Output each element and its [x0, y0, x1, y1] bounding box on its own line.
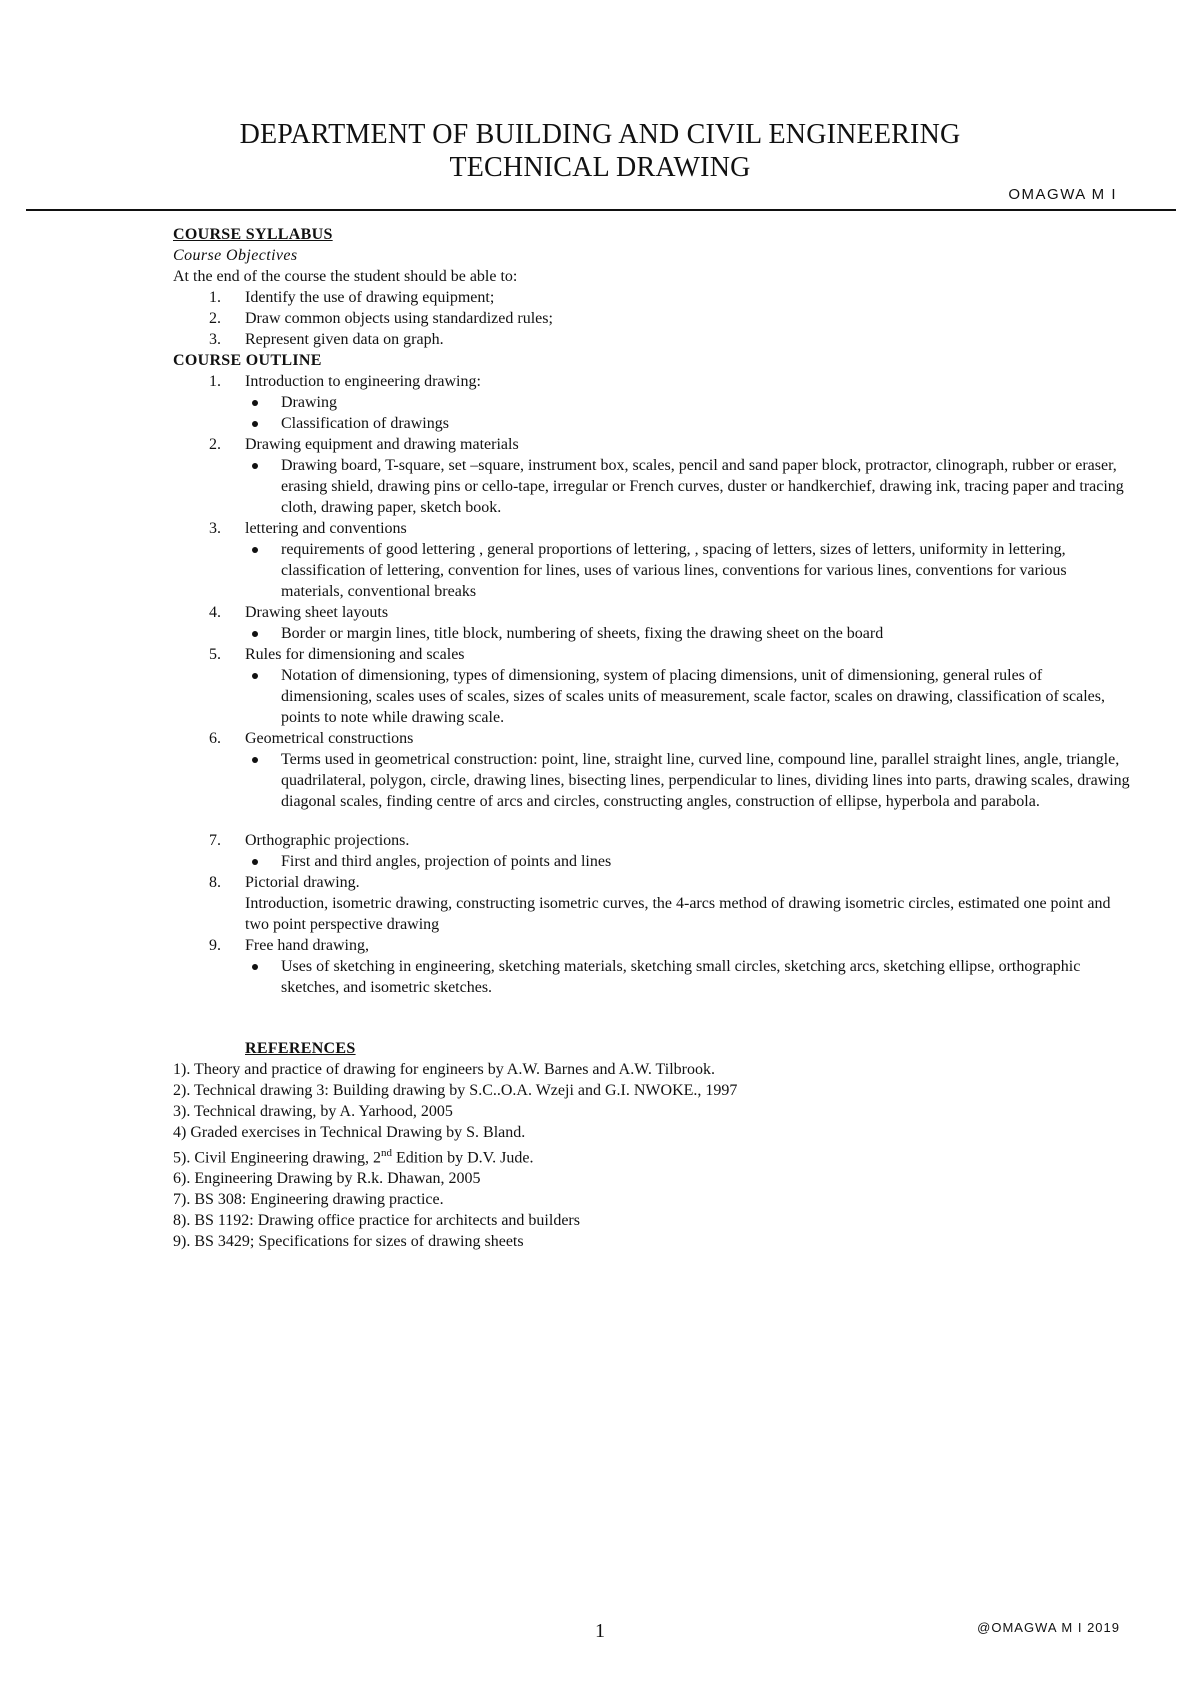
bullet-item: Uses of sketching in engineering, sketching materials, sketching small circles, sketching arcs, sketching ellipse, orthographic sketches, and isometric sketches.: [245, 956, 1133, 998]
syllabus-heading: COURSE SYLLABUS: [173, 226, 333, 243]
outline-item: 8. Pictorial drawing. Introduction, isometric drawing, constructing isometric curves, the 4-arcs method of drawing isometric circles, estimated one point and two point perspective drawing: [173, 872, 1133, 935]
copyright-notice: @OMAGWA M I 2019: [977, 1620, 1120, 1635]
outline-item: 9. Free hand drawing, Uses of sketching in engineering, sketching materials, sketching small circles, sketching arcs, sketching ellipse, orthographic sketches, and isometric sketches.: [173, 935, 1133, 998]
bullet-item: Drawing: [245, 392, 1133, 413]
reference-item: 7). BS 308: Engineering drawing practice.: [173, 1191, 444, 1209]
objectives-intro: At the end of the course the student should be able to:: [173, 268, 518, 285]
header-divider: [26, 209, 1176, 211]
outline-item: 6. Geometrical constructions Terms used in geometrical construction: point, line, straight line, curved line, compound line, parallel straight lines, angle, triangle, quadrilateral, polygon, circle, drawing lines, bisecting lines, perpendicular to lines, dividing lines into parts, drawing scales, drawing diagonal scales, finding centre of arcs and circles, constructing angles, construction of ellipse, hyperbola and parabola.: [173, 728, 1133, 830]
page-number: 1: [595, 1620, 605, 1642]
references-heading: REFERENCES: [245, 1040, 356, 1057]
department-title: DEPARTMENT OF BUILDING AND CIVIL ENGINEERING: [239, 119, 961, 150]
reference-item: 3). Technical drawing, by A. Yarhood, 2005: [173, 1103, 453, 1120]
bullet-item: requirements of good lettering , general proportions of lettering, , spacing of letters, sizes of letters, uniformity in lettering, classification of lettering, convention for lines, uses of various lines, conventions for various lines, conventions for various materials, conventional breaks: [245, 539, 1133, 602]
reference-item: 2). Technical drawing 3: Building drawing by S.C..O.A. Wzeji and G.I. NWOKE., 1997: [173, 1082, 738, 1099]
outline-item: 5. Rules for dimensioning and scales Notation of dimensioning, types of dimensioning, system of placing dimensions, unit of dimensioning, general rules of dimensioning, scales uses of scales, sizes of scales units of measurement, scale factor, scales on drawing, classification of scales, points to note while drawing scale.: [173, 644, 1133, 728]
reference-item: 6). Engineering Drawing by R.k. Dhawan, 2005: [173, 1170, 481, 1188]
outline-heading: COURSE OUTLINE: [173, 352, 322, 369]
bullet-item: First and third angles, projection of points and lines: [245, 851, 1133, 872]
outline-item-body: Introduction, isometric drawing, constructing isometric curves, the 4-arcs method of drawing isometric circles, estimated one point and two point perspective drawing: [245, 895, 1111, 933]
outline-item: 2. Drawing equipment and drawing materials Drawing board, T-square, set –square, instrument box, scales, pencil and sand paper block, protractor, clinograph, rubber or eraser, erasing shield, drawing pins or cello-tape, irregular or French curves, duster or handkerchief, drawing ink, tracing paper and tracing cloth, drawing paper, sketch book.: [173, 434, 1133, 518]
author-name: OMAGWA M I: [1008, 186, 1117, 203]
list-item: 3. Represent given data on graph.: [209, 331, 444, 348]
outline-item: 3. lettering and conventions requirements of good lettering , general proportions of lettering, , spacing of letters, sizes of letters, uniformity in lettering, classification of lettering, convention for lines, uses of various lines, conventions for various lines, conventions for various materials, conventional breaks: [173, 518, 1133, 602]
course-title: TECHNICAL DRAWING: [449, 152, 751, 183]
bullet-item: Border or margin lines, title block, numbering of sheets, fixing the drawing sheet on the board: [245, 623, 1133, 644]
bullet-item: Drawing board, T-square, set –square, instrument box, scales, pencil and sand paper block, protractor, clinograph, rubber or eraser, erasing shield, drawing pins or cello-tape, irregular or French curves, duster or handkerchief, drawing ink, tracing paper and tracing cloth, drawing paper, sketch book.: [245, 455, 1133, 518]
bullet-item: Notation of dimensioning, types of dimensioning, system of placing dimensions, unit of dimensioning, general rules of dimensioning, scales uses of scales, sizes of scales units of measurement, scale factor, scales on drawing, classification of scales, points to note while drawing scale.: [245, 665, 1133, 728]
reference-item: 9). BS 3429; Specifications for sizes of drawing sheets: [173, 1233, 524, 1251]
objectives-heading: Course Objectives: [173, 247, 298, 264]
reference-item: 5). Civil Engineering drawing, 2nd Edition by D.V. Jude.: [173, 1147, 534, 1167]
outline-item: 7. Orthographic projections. First and third angles, projection of points and lines: [173, 830, 1133, 872]
document-header: [0, 118, 1200, 184]
outline-list: [173, 371, 1133, 998]
reference-item: 1). Theory and practice of drawing for engineers by A.W. Barnes and A.W. Tilbrook.: [173, 1061, 715, 1078]
outline-item: 4. Drawing sheet layouts Border or margin lines, title block, numbering of sheets, fixing the drawing sheet on the board: [173, 602, 1133, 644]
objectives-list: [173, 287, 1133, 350]
list-item: 2. Draw common objects using standardized rules;: [209, 310, 553, 327]
reference-item: 4) Graded exercises in Technical Drawing by S. Bland.: [173, 1124, 526, 1141]
outline-item: 1. Introduction to engineering drawing: Drawing Classification of drawings: [173, 371, 1133, 434]
bullet-item: Terms used in geometrical construction: point, line, straight line, curved line, compound line, parallel straight lines, angle, triangle, quadrilateral, polygon, circle, drawing lines, bisecting lines, perpendicular to lines, dividing lines into parts, drawing scales, drawing diagonal scales, finding centre of arcs and circles, constructing angles, construction of ellipse, hyperbola and parabola.: [245, 749, 1133, 812]
references-list: [173, 1059, 1133, 1252]
document-body: [173, 224, 1133, 1252]
bullet-item: Classification of drawings: [245, 413, 1133, 434]
list-item: 1. Identify the use of drawing equipment;: [209, 289, 495, 306]
reference-item: 8). BS 1192: Drawing office practice for architects and builders: [173, 1212, 580, 1230]
